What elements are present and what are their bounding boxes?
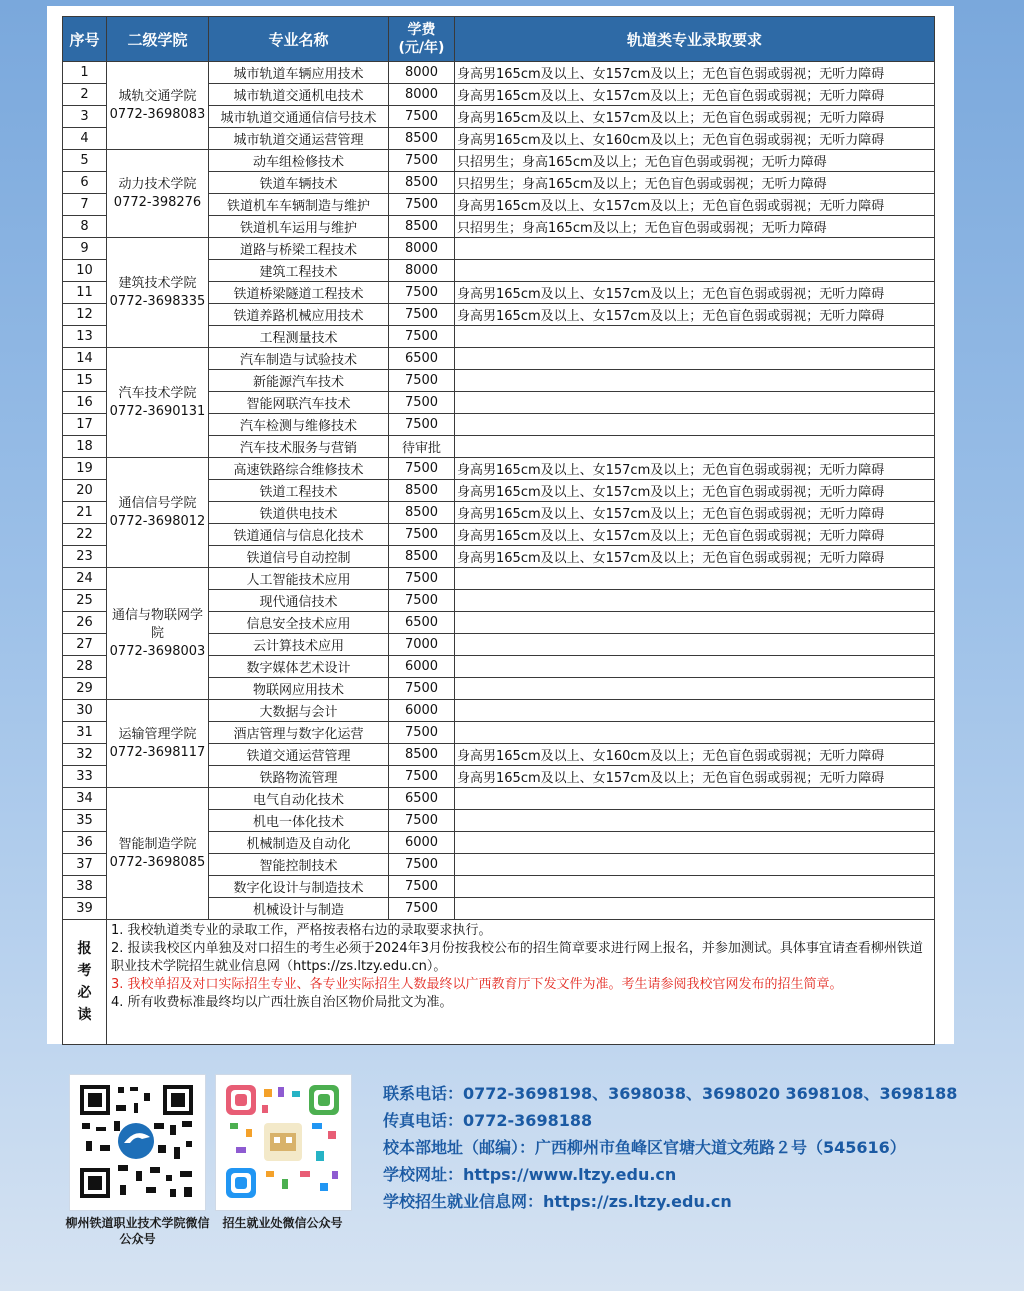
cell-requirement (455, 414, 935, 436)
cell-major: 城市轨道交通通信信号技术 (209, 106, 389, 128)
cell-requirement: 身高男165cm及以上、女157cm及以上；无色盲色弱或弱视；无听力障碍 (455, 62, 935, 84)
cell-fee: 6000 (389, 656, 455, 678)
qr-code-icon (70, 1075, 203, 1208)
cell-fee: 8000 (389, 260, 455, 282)
cell-no: 10 (63, 260, 107, 282)
cell-requirement: 身高男165cm及以上、女157cm及以上；无色盲色弱或弱视；无听力障碍 (455, 766, 935, 788)
cell-no: 8 (63, 216, 107, 238)
cell-no: 35 (63, 810, 107, 832)
cell-requirement (455, 260, 935, 282)
cell-no: 22 (63, 524, 107, 546)
cell-college (107, 458, 209, 568)
notes-label-text: 报 考 必 读 (77, 941, 92, 1023)
cell-fee: 8000 (389, 238, 455, 260)
admission-sheet (47, 6, 954, 1044)
notes-content (107, 920, 935, 1045)
college-phone: 0772-3698085 (109, 854, 206, 870)
cell-no: 1 (63, 62, 107, 84)
cell-no: 31 (63, 722, 107, 744)
college-name: 通信信号学院 (118, 495, 197, 511)
header-fee-line2: (元/年) (398, 40, 445, 56)
table-row (63, 458, 935, 480)
cell-fee: 7500 (389, 568, 455, 590)
cell-requirement: 身高男165cm及以上、女157cm及以上；无色盲色弱或弱视；无听力障碍 (455, 282, 935, 304)
cell-fee: 7500 (389, 590, 455, 612)
cell-fee: 6500 (389, 788, 455, 810)
cell-requirement (455, 348, 935, 370)
cell-major: 智能控制技术 (209, 854, 389, 876)
qr-code-college-wechat[interactable] (69, 1074, 206, 1211)
cell-major: 铁路物流管理 (209, 766, 389, 788)
cell-fee: 7500 (389, 282, 455, 304)
cell-no: 18 (63, 436, 107, 458)
footer (0, 1060, 1024, 1291)
cell-major: 物联网应用技术 (209, 678, 389, 700)
cell-fee: 8500 (389, 480, 455, 502)
cell-major: 机电一体化技术 (209, 810, 389, 832)
cell-requirement (455, 436, 935, 458)
cell-fee: 7500 (389, 194, 455, 216)
cell-fee: 7500 (389, 810, 455, 832)
cell-major: 铁道信号自动控制 (209, 546, 389, 568)
cell-requirement: 身高男165cm及以上、女157cm及以上；无色盲色弱或弱视；无听力障碍 (455, 304, 935, 326)
cell-major: 信息安全技术应用 (209, 612, 389, 634)
table-row (63, 238, 935, 260)
cell-requirement (455, 370, 935, 392)
cell-major: 汽车制造与试验技术 (209, 348, 389, 370)
cell-major: 工程测量技术 (209, 326, 389, 348)
cell-major: 铁道机车运用与维护 (209, 216, 389, 238)
cell-fee: 7500 (389, 150, 455, 172)
cell-no: 17 (63, 414, 107, 436)
table-row (63, 700, 935, 722)
college-name: 汽车技术学院 (118, 385, 197, 401)
note-item-2: 2. 报读我校区内单独及对口招生的考生必须于2024年3月份按我校公布的招生简章要求进行网上报名，并参加测试。具体事宜请查看柳州铁道职业技术学院招生就业信息网（https://zs.ltzy.edu.cn）。 (111, 941, 923, 974)
table-row (63, 568, 935, 590)
cell-requirement (455, 568, 935, 590)
cell-fee: 7000 (389, 634, 455, 656)
cell-requirement: 身高男165cm及以上、女157cm及以上；无色盲色弱或弱视；无听力障碍 (455, 84, 935, 106)
college-phone: 0772-3690131 (109, 403, 206, 419)
cell-fee: 7500 (389, 898, 455, 920)
cell-fee: 8000 (389, 62, 455, 84)
cell-requirement (455, 612, 935, 634)
cell-major: 动车组检修技术 (209, 150, 389, 172)
cell-major: 铁道养路机械应用技术 (209, 304, 389, 326)
cell-no: 34 (63, 788, 107, 810)
cell-fee: 7500 (389, 854, 455, 876)
cell-no: 16 (63, 392, 107, 414)
note-item-1: 1. 我校轨道类专业的录取工作，严格按表格右边的录取要求执行。 (111, 923, 492, 938)
cell-major: 铁道车辆技术 (209, 172, 389, 194)
cell-college (107, 568, 209, 700)
cell-no: 39 (63, 898, 107, 920)
cell-major: 城市轨道交通机电技术 (209, 84, 389, 106)
cell-no: 26 (63, 612, 107, 634)
cell-major: 铁道供电技术 (209, 502, 389, 524)
cell-no: 37 (63, 854, 107, 876)
contact-phone: 联系电话：0772-3698198、3698038、3698020 3698108、3698188 (383, 1084, 958, 1103)
cell-requirement (455, 326, 935, 348)
cell-no: 38 (63, 876, 107, 898)
cell-major: 智能网联汽车技术 (209, 392, 389, 414)
college-phone: 0772-398276 (113, 194, 202, 210)
cell-college (107, 700, 209, 788)
header-requirement: 轨道类专业录取要求 (455, 17, 935, 62)
cell-fee: 8500 (389, 128, 455, 150)
college-phone: 0772-3698003 (109, 643, 206, 659)
cell-major: 电气自动化技术 (209, 788, 389, 810)
cell-no: 33 (63, 766, 107, 788)
cell-no: 3 (63, 106, 107, 128)
cell-requirement: 身高男165cm及以上、女157cm及以上；无色盲色弱或弱视；无听力障碍 (455, 458, 935, 480)
cell-major: 建筑工程技术 (209, 260, 389, 282)
college-name: 城轨交通学院 (118, 88, 197, 104)
cell-no: 4 (63, 128, 107, 150)
college-phone: 0772-3698117 (109, 744, 206, 760)
cell-major: 酒店管理与数字化运营 (209, 722, 389, 744)
cell-major: 铁道工程技术 (209, 480, 389, 502)
cell-no: 7 (63, 194, 107, 216)
cell-no: 24 (63, 568, 107, 590)
cell-fee: 7500 (389, 326, 455, 348)
cell-requirement: 身高男165cm及以上、女157cm及以上；无色盲色弱或弱视；无听力障碍 (455, 502, 935, 524)
cell-fee: 7500 (389, 392, 455, 414)
cell-no: 23 (63, 546, 107, 568)
cell-no: 32 (63, 744, 107, 766)
cell-fee: 8500 (389, 502, 455, 524)
cell-no: 21 (63, 502, 107, 524)
cell-college (107, 348, 209, 458)
cell-no: 15 (63, 370, 107, 392)
college-name: 运输管理学院 (118, 726, 197, 742)
contact-fax: 传真电话：0772-3698188 (383, 1111, 593, 1130)
note-item-3: 3. 我校单招及对口实际招生专业、各专业实际招生人数最终以广西教育厅下发文件为准。考生请参阅我校官网发布的招生简章。 (111, 977, 843, 992)
cell-major: 机械设计与制造 (209, 898, 389, 920)
cell-requirement (455, 722, 935, 744)
college-phone: 0772-3698012 (109, 513, 206, 529)
cell-requirement (455, 590, 935, 612)
cell-requirement (455, 832, 935, 854)
cell-fee: 7500 (389, 304, 455, 326)
cell-requirement: 身高男165cm及以上、女157cm及以上；无色盲色弱或弱视；无听力障碍 (455, 524, 935, 546)
note-item-4: 4. 所有收费标准最终均以广西壮族自治区物价局批文为准。 (111, 995, 453, 1010)
cell-major: 城市轨道交通运营管理 (209, 128, 389, 150)
cell-fee: 7500 (389, 106, 455, 128)
cell-fee: 8500 (389, 172, 455, 194)
cell-college (107, 788, 209, 920)
header-no: 序号 (63, 17, 107, 62)
cell-requirement: 身高男165cm及以上、女157cm及以上；无色盲色弱或弱视；无听力障碍 (455, 480, 935, 502)
cell-no: 11 (63, 282, 107, 304)
cell-requirement (455, 238, 935, 260)
cell-fee: 8500 (389, 546, 455, 568)
cell-college (107, 62, 209, 150)
header-college: 二级学院 (107, 17, 209, 62)
cell-requirement (455, 788, 935, 810)
cell-college (107, 150, 209, 238)
cell-major: 铁道桥梁隧道工程技术 (209, 282, 389, 304)
cell-major: 大数据与会计 (209, 700, 389, 722)
cell-requirement (455, 392, 935, 414)
cell-requirement (455, 634, 935, 656)
table-header-row (63, 17, 935, 62)
header-fee-line1: 学费 (407, 22, 436, 38)
header-fee (389, 17, 455, 62)
cell-requirement: 身高男165cm及以上、女157cm及以上；无色盲色弱或弱视；无听力障碍 (455, 194, 935, 216)
cell-major: 云计算技术应用 (209, 634, 389, 656)
cell-fee: 6500 (389, 612, 455, 634)
cell-major: 铁道交通运营管理 (209, 744, 389, 766)
cell-requirement: 身高男165cm及以上、女157cm及以上；无色盲色弱或弱视；无听力障碍 (455, 546, 935, 568)
cell-no: 25 (63, 590, 107, 612)
cell-major: 汽车技术服务与营销 (209, 436, 389, 458)
cell-major: 城市轨道车辆应用技术 (209, 62, 389, 84)
cell-no: 27 (63, 634, 107, 656)
table-row (63, 788, 935, 810)
qr-code-recruitment-wechat[interactable] (215, 1074, 352, 1211)
cell-requirement (455, 810, 935, 832)
cell-fee: 7500 (389, 876, 455, 898)
cell-requirement: 只招男生；身高165cm及以上；无色盲色弱或弱视；无听力障碍 (455, 172, 935, 194)
cell-major: 高速铁路综合维修技术 (209, 458, 389, 480)
cell-major: 道路与桥梁工程技术 (209, 238, 389, 260)
cell-fee: 7500 (389, 722, 455, 744)
qr1-caption: 柳州铁道职业技术学院微信公众号 (65, 1216, 210, 1246)
cell-fee: 7500 (389, 524, 455, 546)
cell-requirement: 只招男生；身高165cm及以上；无色盲色弱或弱视；无听力障碍 (455, 150, 935, 172)
college-phone: 0772-3698083 (109, 106, 206, 122)
cell-requirement: 只招男生；身高165cm及以上；无色盲色弱或弱视；无听力障碍 (455, 216, 935, 238)
cell-no: 13 (63, 326, 107, 348)
table-row (63, 348, 935, 370)
cell-major: 新能源汽车技术 (209, 370, 389, 392)
cell-no: 6 (63, 172, 107, 194)
cell-college (107, 238, 209, 348)
cell-major: 铁道通信与信息化技术 (209, 524, 389, 546)
cell-fee: 7500 (389, 370, 455, 392)
cell-requirement: 身高男165cm及以上、女157cm及以上；无色盲色弱或弱视；无听力障碍 (455, 106, 935, 128)
cell-major: 数字化设计与制造技术 (209, 876, 389, 898)
cell-requirement (455, 854, 935, 876)
cell-requirement (455, 656, 935, 678)
table-row (63, 62, 935, 84)
cell-fee: 6500 (389, 348, 455, 370)
cell-fee: 待审批 (389, 436, 455, 458)
majors-table (62, 16, 935, 1045)
cell-fee: 6000 (389, 832, 455, 854)
cell-no: 2 (63, 84, 107, 106)
cell-no: 19 (63, 458, 107, 480)
cell-major: 机械制造及自动化 (209, 832, 389, 854)
college-name: 通信与物联网学院 (111, 607, 203, 641)
cell-major: 数字媒体艺术设计 (209, 656, 389, 678)
table-body (63, 62, 935, 920)
cell-fee: 8500 (389, 744, 455, 766)
cell-no: 20 (63, 480, 107, 502)
cell-requirement (455, 898, 935, 920)
table-row (63, 150, 935, 172)
cell-fee: 7500 (389, 414, 455, 436)
cell-requirement: 身高男165cm及以上、女160cm及以上；无色盲色弱或弱视；无听力障碍 (455, 128, 935, 150)
cell-no: 29 (63, 678, 107, 700)
cell-requirement (455, 876, 935, 898)
cell-major: 现代通信技术 (209, 590, 389, 612)
college-name: 动力技术学院 (118, 176, 197, 192)
cell-no: 9 (63, 238, 107, 260)
cell-no: 14 (63, 348, 107, 370)
cell-requirement (455, 700, 935, 722)
college-name: 智能制造学院 (118, 836, 197, 852)
college-name: 建筑技术学院 (118, 275, 197, 291)
cell-fee: 8500 (389, 216, 455, 238)
cell-fee: 8000 (389, 84, 455, 106)
cell-fee: 6000 (389, 700, 455, 722)
cell-requirement: 身高男165cm及以上、女160cm及以上；无色盲色弱或弱视；无听力障碍 (455, 744, 935, 766)
header-major: 专业名称 (209, 17, 389, 62)
cell-major: 铁道机车车辆制造与维护 (209, 194, 389, 216)
college-phone: 0772-3698335 (109, 293, 206, 309)
qr2-caption: 招生就业处微信公众号 (222, 1216, 343, 1230)
cell-no: 30 (63, 700, 107, 722)
cell-fee: 7500 (389, 458, 455, 480)
cell-no: 5 (63, 150, 107, 172)
contact-website[interactable]: 学校网址：https://www.ltzy.edu.cn (383, 1165, 677, 1184)
cell-major: 汽车检测与维修技术 (209, 414, 389, 436)
notes-label (63, 920, 107, 1045)
cell-fee: 7500 (389, 678, 455, 700)
qr-code-icon (216, 1075, 349, 1208)
cell-fee: 7500 (389, 766, 455, 788)
contact-recruitment-site[interactable]: 学校招生就业信息网：https://zs.ltzy.edu.cn (383, 1192, 732, 1211)
cell-major: 人工智能技术应用 (209, 568, 389, 590)
contact-address: 校本部地址（邮编）：广西柳州市鱼峰区官塘大道文苑路２号（545616） (383, 1138, 906, 1157)
cell-no: 36 (63, 832, 107, 854)
notes-row (63, 920, 935, 1045)
cell-no: 28 (63, 656, 107, 678)
cell-no: 12 (63, 304, 107, 326)
cell-requirement (455, 678, 935, 700)
